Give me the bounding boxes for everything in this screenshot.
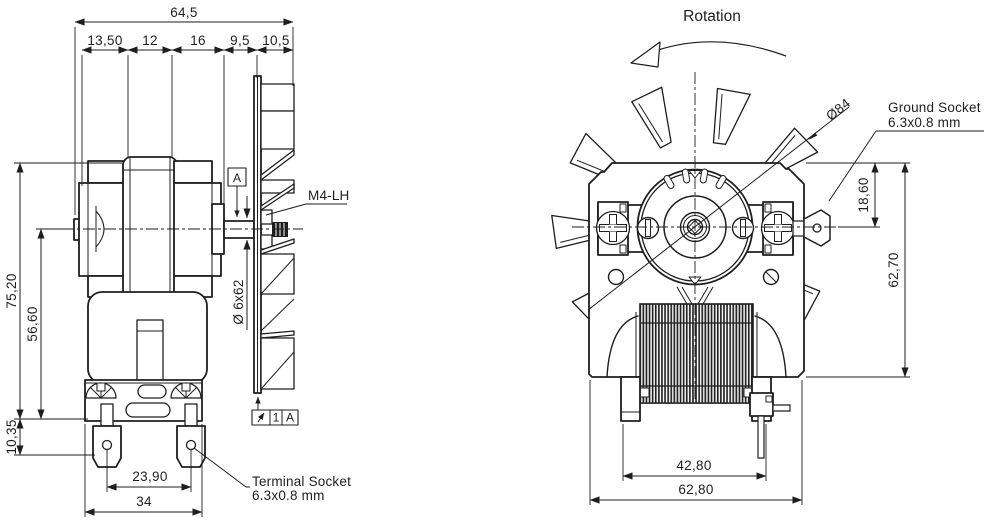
dim-seg-c: 16 — [190, 33, 206, 48]
side-view — [4, 5, 351, 517]
dim-seg-a: 13,50 — [87, 33, 123, 48]
dim-seg-d: 9,5 — [230, 33, 250, 48]
bobbin-flange — [635, 386, 758, 403]
dim-front-height: 62,70 — [886, 252, 901, 288]
dim-base-width: 34 — [136, 494, 152, 509]
dim-seg-b: 12 — [142, 33, 158, 48]
frame-hole — [609, 270, 624, 285]
terminal-socket-label-2: 6.3x0.8 mm — [252, 488, 325, 503]
dim-shaft-axis-offset: 18,60 — [856, 177, 871, 213]
lamination-stack — [123, 157, 177, 302]
dim-front-width: 62,80 — [678, 482, 714, 497]
phillips-screw-icon — [762, 212, 795, 245]
slotted-screw-icon — [733, 218, 754, 239]
dim-shaft-height: 56,60 — [25, 306, 40, 342]
runout-tolerance: 1 — [272, 410, 280, 425]
shaft — [224, 221, 254, 238]
front-view — [552, 8, 984, 505]
dim-seg-e: 10,5 — [262, 33, 290, 48]
datum-a-label: A — [232, 171, 242, 185]
base-slot — [126, 403, 170, 417]
side-motor-body — [74, 157, 254, 467]
dim-total-width: 64,5 — [170, 5, 198, 20]
ground-socket-label-2: 6.3x0.8 mm — [888, 115, 961, 130]
rotation-annotation — [631, 8, 786, 67]
threaded-shaft-stub — [272, 222, 288, 237]
ground-socket-label-1: Ground Socket — [888, 100, 981, 115]
dim-terminal-pitch: 23,90 — [132, 469, 168, 484]
terminal-socket-label-1: Terminal Socket — [252, 474, 352, 489]
stack-lower — [137, 320, 163, 381]
rotation-label: Rotation — [683, 8, 741, 25]
runout-frame — [252, 397, 298, 425]
dim-overall-height: 75,20 — [4, 273, 19, 309]
dim-terminal-drop: 10,35 — [4, 419, 19, 455]
side-fan-profile — [254, 76, 294, 393]
slotted-screw-icon — [638, 218, 659, 239]
terminal-pin — [773, 405, 790, 411]
shaft-thread-label: M4-LH — [308, 188, 350, 203]
dim-shaft-size: Ø 6x62 — [231, 279, 246, 325]
dim-feet-span: 42,80 — [676, 458, 712, 473]
ground-socket-callout — [829, 100, 984, 201]
terminal-socket-callout — [194, 448, 351, 503]
terminal-pin — [758, 416, 764, 458]
runout-datum: A — [285, 410, 295, 425]
rotation-arrow-icon — [631, 42, 660, 67]
base-slot — [138, 385, 166, 398]
datum-a-flag — [228, 168, 246, 217]
dim-fan-diameter: Ø84 — [823, 95, 854, 124]
phillips-screw-icon — [597, 212, 630, 245]
